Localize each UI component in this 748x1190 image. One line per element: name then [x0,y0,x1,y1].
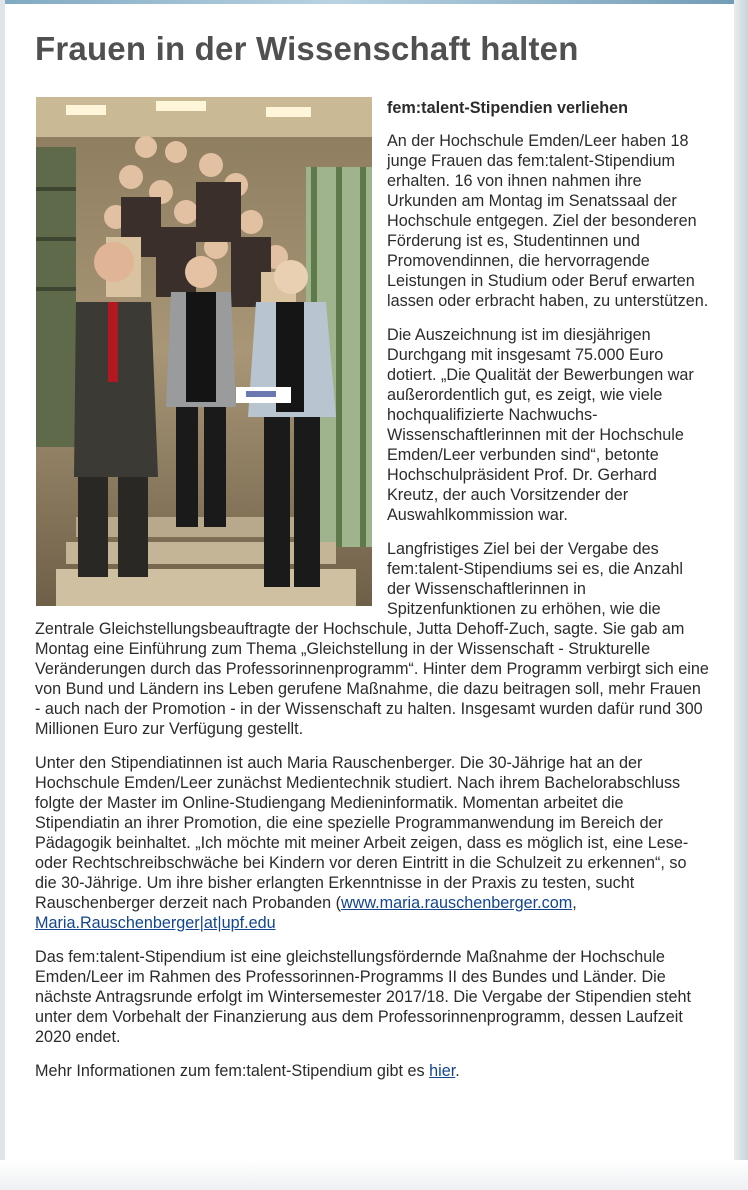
paragraph-1: An der Hochschule Emden/Leer haben 18 junge Frauen das fem:talent-Stipendium erhalten. 16 von ihnen nahmen ihre Urkunden am Montag im Senatssaal der Hochschule entgegen. Ziel der besonderen Förderung ist es, Studentinnen und Promovendinnen, die hervorragende Leistungen in Studium oder Beruf erwarten lassen oder erbracht haben, zu unterstützen. [387,132,709,310]
paragraph-4-text: Unter den Stipendiatinnen ist auch Maria Rauschenberger. Die 30-Jährige hat an der Hochschule Emden/Leer zunächst Medientechnik studiert. Nach ihrem Bachelorabschluss folgte der Master im Online-Studiengang Medieninformatik. Momentan arbeitet die Stipendiatin an ihrer Promotion, die eine spezielle Programmanwendung im Bereich der Pädagogik beinhaltet. „Ich möchte mit meiner Arbeit zeigen, dass es möglich ist, eine Lese- oder Rechtschreibschwäche bei Kindern vor deren Eintritt in die Schulzeit zu erkennen“, so die 30-Jährige. Um ihre bisher erlangten Erkenntnisse in der Praxis zu testen, sucht Rauschenberger derzeit nach Probanden ( [35,754,689,912]
paragraph-6-text: Mehr Informationen zum fem:talent-Stipendium gibt es [35,1062,430,1080]
paragraph-5: Das fem:talent-Stipendium ist eine gleichstellungsfördernde Maßnahme der Hochschule Emden/Leer im Rahmen des Professorinnen-Programms II des Bundes und Länder. Die nächste Antragsrunde erfolgt im Wintersemester 2017/18. Die Vergabe der Stipendien steht unter dem Vorbehalt der Finanzierung aus dem Professorinnenprogramm, dessen Laufzeit 2020 endet. [35,948,691,1046]
left-frame-edge [0,0,5,1190]
photo-spacer [35,98,387,614]
article-subheading: fem:talent-Stipendien verliehen [387,99,629,117]
paragraph-3: Langfristiges Ziel bei der Vergabe des fem:talent-Stipendiums sei es, die Anzahl der Wissenschaftlerinnen in Spitzenfunktionen zu erhöhen, wie die Zentrale Gleichstellungsbeauftragte der Hochschule, Jutta Dehoff-Zuch, sagte. Sie gab am Montag eine Einführung zum Thema „Gleichstellung in der Wissenschaft - Strukturelle Veränderungen durch das Professorinnenprogramm“. Hinter dem Programm verbirgt sich eine von Bund und Ländern ins Leben gerufene Maßnahme, die dazu beitragen soll, mehr Frauen - auch nach der Promotion - in der Wissenschaft zu halten. Insgesamt wurden dafür rund 300 Millionen Euro zur Verfügung gestellt. [35,540,709,738]
paragraph-6 [35,1061,710,1081]
right-scroll-edge [734,0,748,1190]
bottom-fade [0,1160,748,1190]
more-info-link[interactable]: hier [429,1062,456,1080]
link-separator: , [572,894,577,912]
article-body [35,98,710,1095]
top-accent-bar [0,0,748,4]
email-link[interactable]: Maria.Rauschenberger|at|upf.edu [35,914,276,932]
paragraph-6-end: . [455,1062,460,1080]
article-title: Frauen in der Wissenschaft halten [35,30,579,67]
paragraph-2: Die Auszeichnung ist im diesjährigen Durchgang mit insgesamt 75.000 Euro dotiert. „Die Qualität der Bewerbungen war außerordentlich gut, es zeigt, wie viele hochqualifizierte Nachwuchs-Wissenschaftlerinnen mit der Hochschule Emden/Leer verbunden sind“, betonte Hochschulpräsident Prof. Dr. Gerhard Kreutz, der auch Vorsitzender der Auswahlkommission war. [387,326,694,524]
paragraph-4 [35,753,710,933]
website-link[interactable]: www.maria.rauschenberger.com [340,894,573,912]
